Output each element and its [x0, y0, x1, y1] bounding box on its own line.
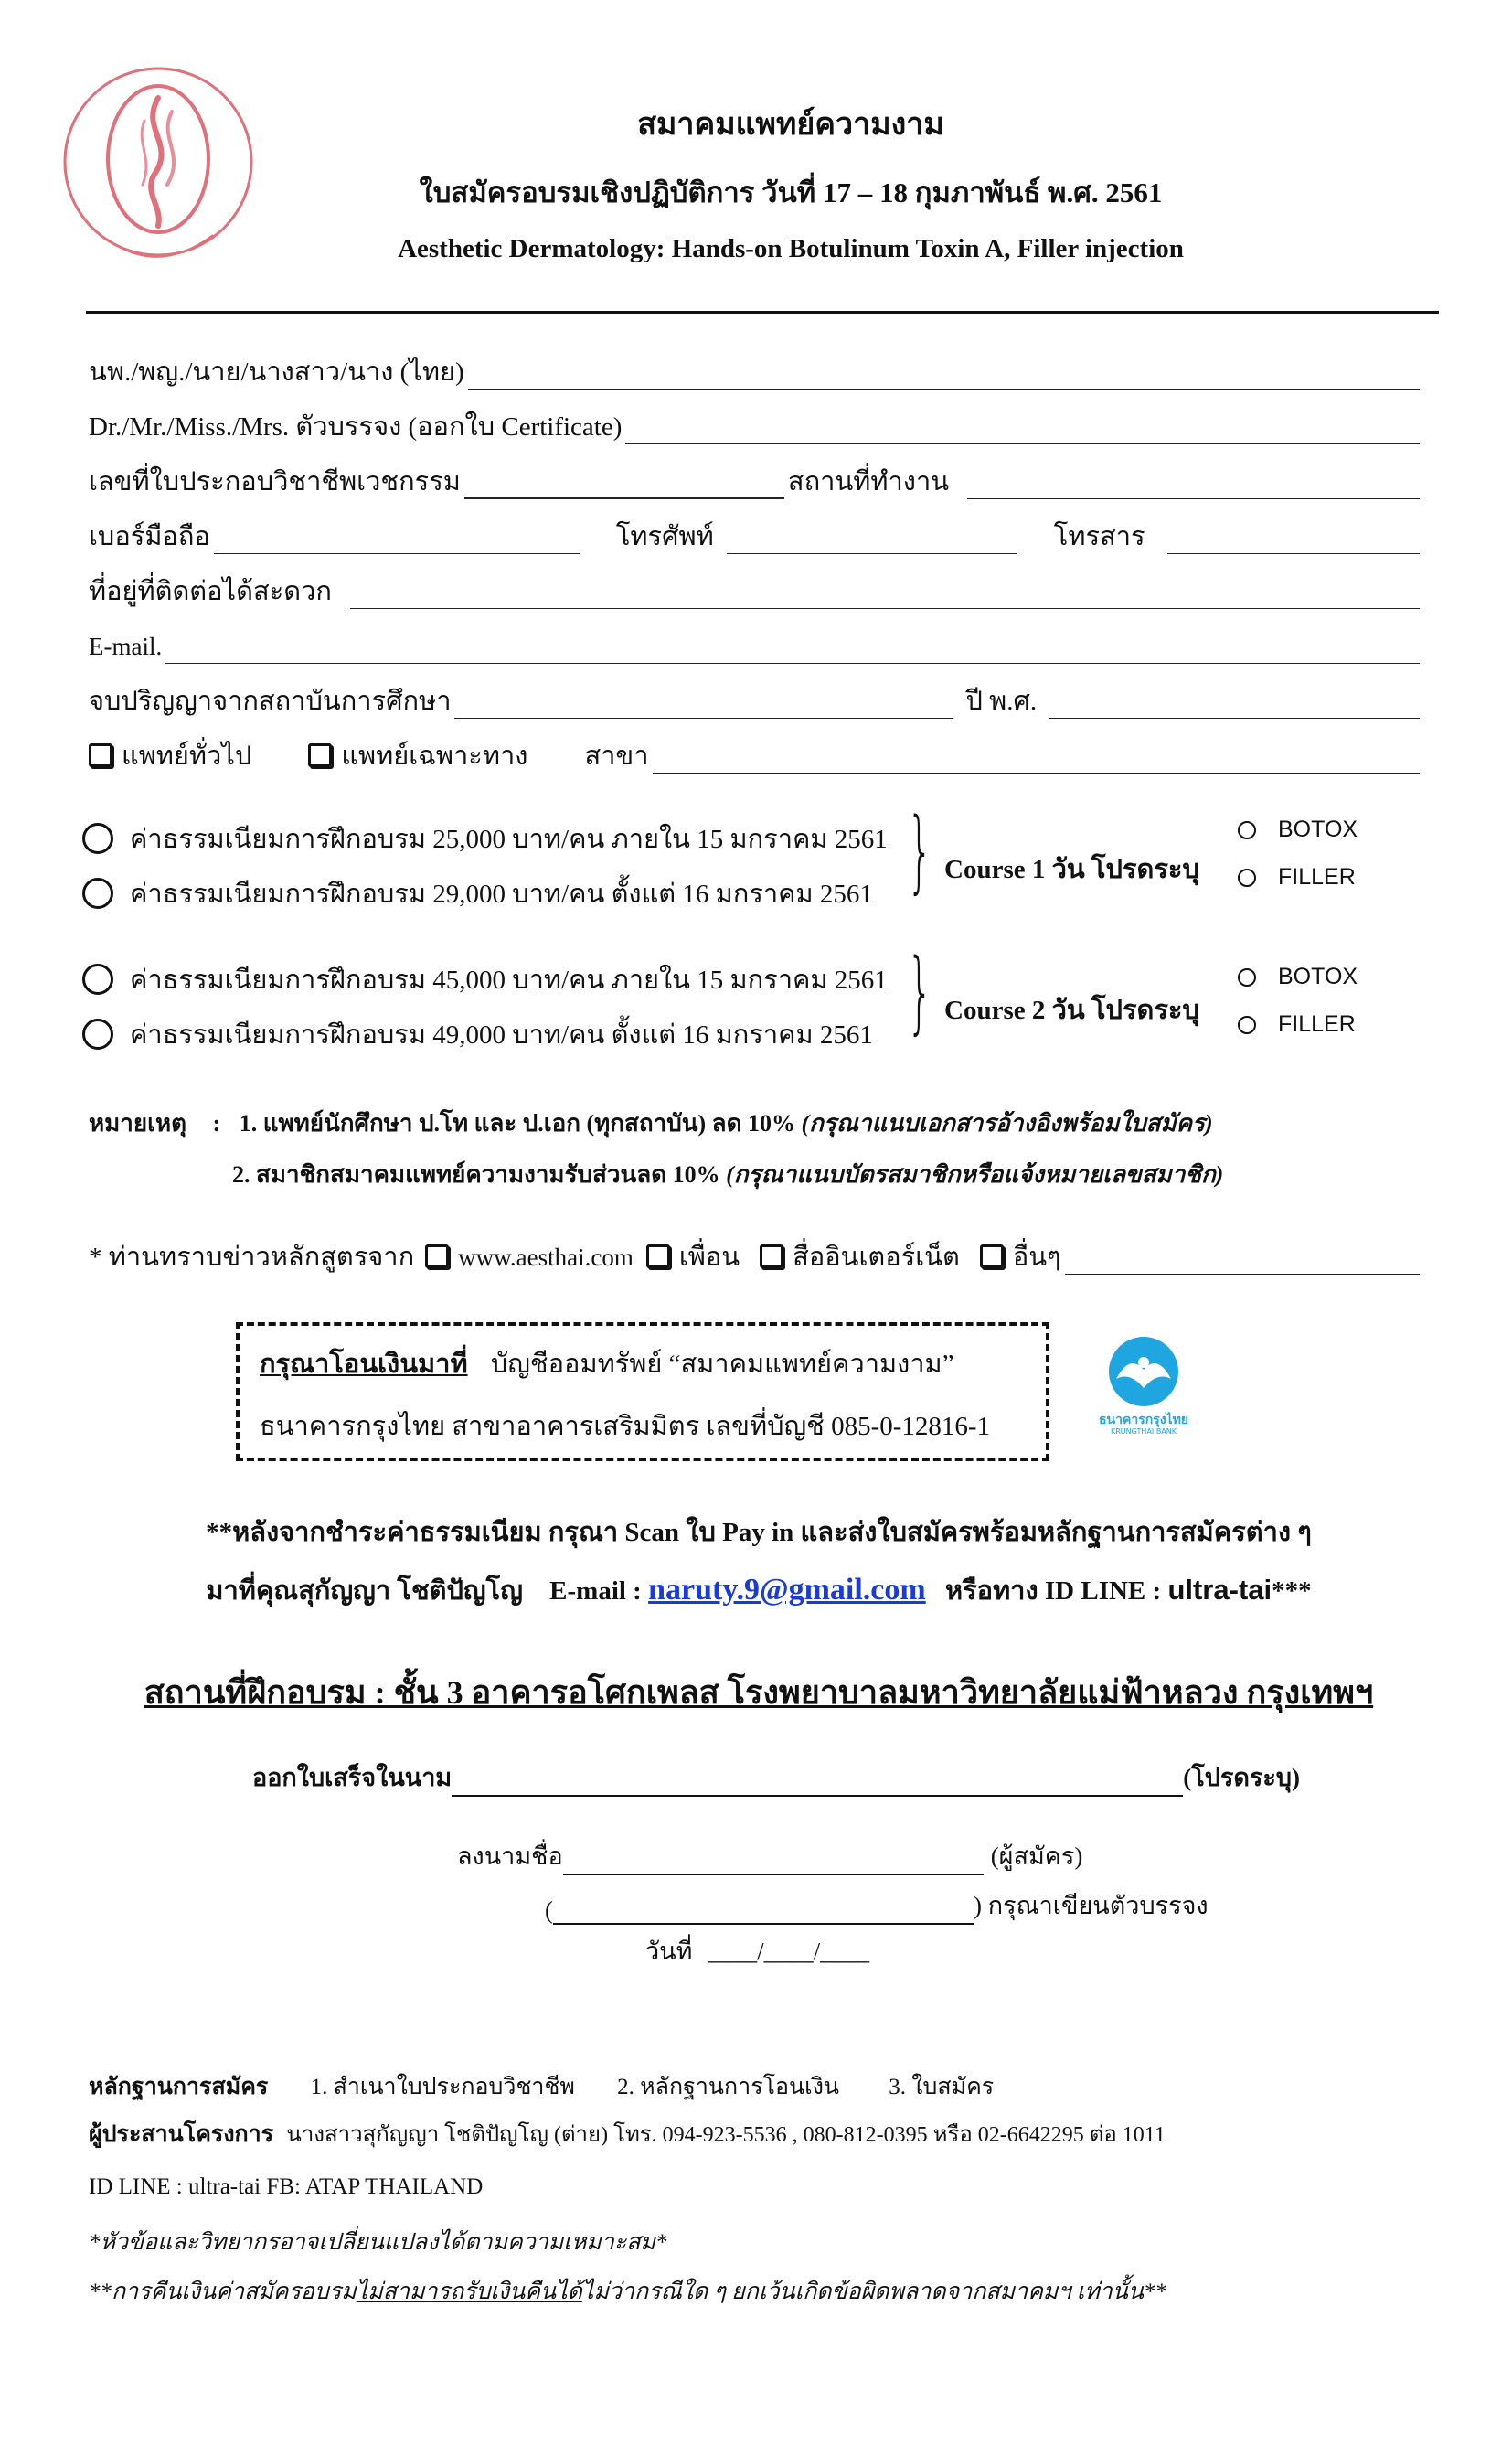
print-name-row [545, 1885, 1209, 1925]
source-friend-option[interactable] [646, 1240, 740, 1275]
graduated-label: จบปริญญาจากสถาบันการศึกษา [89, 687, 452, 716]
date-row [645, 1931, 869, 1970]
course1-botox-label: BOTOX [1278, 817, 1358, 842]
source-internet-checkbox[interactable] [760, 1244, 783, 1268]
bank-account-name: บัญชีออมทรัพย์ “สมาคมแพทย์ความงาม” [490, 1350, 954, 1379]
note-2: 2. สมาชิกสมาคมแพทย์ความงามรับส่วนลด 10% [232, 1161, 720, 1188]
print-name-open: ( [545, 1896, 553, 1924]
print-name-field[interactable] [553, 1897, 974, 1925]
course1-brace: } [907, 799, 933, 903]
name-thai-field[interactable] [468, 361, 1420, 390]
row-source [89, 1240, 1423, 1275]
signature-row [457, 1836, 1082, 1875]
footer-docs [89, 2068, 994, 2105]
license-label: เลขที่ใบประกอบวิชาชีพเวชกรรม [89, 467, 461, 497]
doc-2: 2. หลักฐานการโอนเงิน [617, 2075, 839, 2099]
contact-end: *** [1272, 1576, 1312, 1606]
fee-course2-late-radio[interactable] [82, 1019, 113, 1050]
phone-label: โทรศัพท์ [615, 522, 714, 551]
receipt-label: ออกใบเสร็จในนาม [252, 1764, 453, 1791]
name-thai-label: นพ./พญ./นาย/นางสาว/นาง (ไทย) [89, 358, 464, 387]
doc-1: 1. สำเนาใบประกอบวิชาชีพ [310, 2075, 575, 2099]
contact-line-1: **หลังจากชำระค่าธรรมเนียม กรุณา Scan ใบ Pay in และส่งใบสมัครพร้อมหลักฐานการสมัครต่าง ๆ [206, 1518, 1312, 1547]
address-field[interactable] [350, 581, 1420, 609]
course2-filler-radio[interactable] [1238, 1016, 1256, 1034]
fee-course1-late-radio[interactable] [82, 878, 113, 909]
graduated-field[interactable] [454, 690, 953, 719]
note-1: 1. แพทย์นักศึกษา ป.โท และ ป.เอก (ทุกสถาบัน) ลด 10% [239, 1110, 795, 1137]
association-logo-flame-icon [53, 57, 263, 267]
venue: สถานที่ฝึกอบรม : ชั้น 3 อาคารอโศกเพลส โรงพยาบาลมหาวิทยาลัยแม่ฟ้าหลวง กรุงเทพฯ [144, 1674, 1374, 1711]
contact-person: มาที่คุณสุกัญญา โชติปัญโญ [206, 1576, 523, 1606]
signature-role: (ผู้สมัคร) [990, 1842, 1083, 1870]
source-other-label: อื่นๆ [1012, 1243, 1061, 1272]
date-field[interactable]: ____/____/____ [708, 1938, 870, 1965]
course1-label: Course 1 วัน โปรดระบุ [944, 855, 1199, 884]
specialist-doctor-label: แพทย์เฉพาะทาง [341, 742, 528, 771]
fee-course2-late[interactable] [82, 1013, 873, 1055]
course1-botox-option[interactable] [1238, 817, 1358, 843]
fee-course1-late[interactable] [82, 872, 873, 914]
notes-label: หมายเหตุ [89, 1110, 187, 1137]
source-other-option[interactable] [980, 1240, 1061, 1275]
disclaimer-2-end: ไม่ว่ากรณีใด ๆ ยกเว้นเกิดข้อผิดพลาดจากสมาคมฯ เท่านั้น** [581, 2280, 1166, 2304]
fax-label: โทรสาร [1053, 522, 1145, 551]
receipt-row [252, 1757, 1300, 1797]
year-label: ปี พ.ศ. [965, 687, 1038, 716]
year-field[interactable] [1049, 690, 1420, 719]
row-education [89, 684, 1423, 719]
general-doctor-checkbox[interactable] [89, 743, 112, 767]
workplace-field[interactable] [967, 471, 1420, 499]
note-1-italic: (กรุณาแนบเอกสารอ้างอิงพร้อมใบสมัคร) [801, 1110, 1213, 1137]
source-web-checkbox[interactable] [425, 1244, 449, 1268]
fee-course2-early-label: ค่าธรรมเนียมการฝึกอบรม 45,000 บาท/คน ภายใน 15 มกราคม 2561 [130, 966, 888, 995]
receipt-note: (โปรดระบุ) [1183, 1764, 1301, 1791]
email-field[interactable] [165, 635, 1420, 664]
notes-line-2 [232, 1156, 1223, 1193]
course-name: Aesthetic Dermatology: Hands-on Botulinum Toxin A, Filler injection [398, 234, 1184, 263]
source-other-field[interactable] [1065, 1246, 1420, 1275]
course1-filler-label: FILLER [1278, 864, 1356, 890]
specialist-doctor-checkbox[interactable] [308, 743, 332, 767]
field-label: สาขา [584, 742, 649, 771]
footer-disclaimer-2 [89, 2273, 1166, 2310]
course1-filler-option[interactable] [1238, 864, 1356, 891]
field-field[interactable] [653, 745, 1420, 774]
course2-brace: } [907, 940, 933, 1044]
bank-line-2: ธนาคารกรุงไทย สาขาอาคารเสริมมิตร เลขที่บัญชี 085-0-12816-1 [260, 1412, 991, 1441]
krungthai-logo-text: ธนาคารกรุงไทย [1098, 1413, 1189, 1427]
general-doctor-option[interactable] [89, 739, 251, 774]
doc-3: 3. ใบสมัคร [889, 2075, 995, 2099]
footer-coordinator [89, 2116, 1166, 2152]
course1-filler-radio[interactable] [1238, 869, 1256, 887]
print-name-note: ) กรุณาเขียนตัวบรรจง [974, 1892, 1209, 1919]
fee-course1-early[interactable] [82, 817, 888, 860]
course2-botox-radio[interactable] [1238, 968, 1256, 987]
row-address [89, 574, 1423, 609]
source-friend-checkbox[interactable] [646, 1244, 670, 1268]
mobile-field[interactable] [214, 526, 580, 554]
contact-email-link[interactable]: naruty.9@gmail.com [648, 1573, 926, 1607]
krungthai-logo [1093, 1335, 1194, 1445]
fee-course1-late-label: ค่าธรรมเนียมการฝึกอบรม 29,000 บาท/คน ตั้งแต่ 16 มกราคม 2561 [130, 880, 873, 909]
contact-line-label: หรือทาง ID LINE : [944, 1576, 1162, 1606]
course2-filler-label: FILLER [1278, 1011, 1356, 1037]
coordinator-info: นางสาวสุกัญญา โชติปัญโญ (ต่าย) โทร. 094-923-5536 , 080-812-0395 หรือ 02-6642295 ต่อ 1011 [286, 2123, 1166, 2147]
bank-line-1 [260, 1342, 954, 1384]
course2-label: Course 2 วัน โปรดระบุ [944, 996, 1199, 1025]
page-title: สมาคมแพทย์ความงาม [637, 108, 944, 142]
phone-field[interactable] [727, 526, 1017, 554]
footer-idline: ID LINE : ultra-tai FB: ATAP THAILAND [89, 2174, 484, 2199]
contact-email-label: E-mail : [549, 1576, 642, 1606]
disclaimer-2-underlined: ไม่สามารถรับเงินคืนได้ [356, 2280, 582, 2304]
signature-label: ลงนามชื่อ [457, 1842, 563, 1870]
row-email [89, 629, 1423, 664]
fee-course2-early[interactable] [82, 958, 888, 1000]
source-label: * ท่านทราบข่าวหลักสูตรจาก [89, 1243, 415, 1272]
course2-botox-label: BOTOX [1278, 964, 1358, 989]
contact-line-id: ultra-tai [1167, 1574, 1272, 1606]
course1-botox-radio[interactable] [1238, 821, 1256, 839]
fee-course2-early-radio[interactable] [82, 964, 113, 995]
notes-line-1 [89, 1105, 1213, 1142]
page-subtitle: ใบสมัครอบรมเชิงปฏิบัติการ วันที่ 17 – 18 กุมภาพันธ์ พ.ศ. 2561 [419, 176, 1163, 208]
fee-course2-late-label: ค่าธรรมเนียมการฝึกอบรม 49,000 บาท/คน ตั้งแต่ 16 มกราคม 2561 [130, 1020, 873, 1050]
bank-transfer-label: กรุณาโอนเงินมาที่ [260, 1350, 468, 1379]
krungthai-bank-bird-icon [1098, 1335, 1189, 1408]
notes-colon: : [212, 1110, 221, 1137]
course2-botox-option[interactable] [1238, 964, 1358, 990]
receipt-name-field[interactable] [452, 1769, 1183, 1797]
row-name-thai [89, 355, 1423, 390]
email-label: E-mail. [89, 633, 163, 660]
source-internet-option[interactable] [760, 1240, 960, 1275]
source-web-option[interactable] [425, 1240, 634, 1275]
row-name-en [89, 410, 1423, 444]
fee-course1-early-label: ค่าธรรมเนียมการฝึกอบรม 25,000 บาท/คน ภายใน 15 มกราคม 2561 [130, 825, 888, 854]
name-en-label: Dr./Mr./Miss./Mrs. ตัวบรรจง (ออกใบ Certificate) [89, 412, 623, 442]
course2-filler-option[interactable] [1238, 1011, 1356, 1038]
note-2-italic: (กรุณาแนบบัตรสมาชิกหรือแจ้งหมายเลขสมาชิก) [726, 1161, 1224, 1188]
footer-disclaimer-1: *หัวข้อและวิทยากรอาจเปลี่ยนแปลงได้ตามความเหมาะสม* [89, 2230, 667, 2255]
row-license [89, 465, 1423, 499]
association-logo [53, 57, 263, 267]
signature-field[interactable] [563, 1848, 984, 1875]
fee-course1-early-radio[interactable] [82, 823, 113, 854]
source-web-label: www.aesthai.com [458, 1244, 634, 1271]
general-doctor-label: แพทย์ทั่วไป [122, 742, 252, 771]
mobile-label: เบอร์มือถือ [89, 522, 210, 551]
krungthai-logo-text-en: KRUNGTHAI BANK [1110, 1427, 1177, 1436]
header-divider [86, 311, 1439, 314]
coordinator-label: ผู้ประสานโครงการ [89, 2122, 274, 2147]
source-other-checkbox[interactable] [980, 1244, 1004, 1268]
address-label: ที่อยู่ที่ติดต่อได้สะดวก [89, 577, 332, 606]
license-field[interactable] [464, 469, 784, 499]
workplace-label: สถานที่ทำงาน [787, 467, 950, 497]
row-phones [89, 519, 1423, 554]
row-doctor-type [89, 739, 1423, 774]
specialist-doctor-option[interactable] [308, 739, 527, 774]
docs-label: หลักฐานการสมัคร [89, 2075, 269, 2099]
source-friend-label: เพื่อน [678, 1243, 740, 1272]
fax-field[interactable] [1167, 526, 1420, 554]
name-en-field[interactable] [625, 416, 1420, 444]
contact-line-2 [91, 1569, 1426, 1611]
date-label: วันที่ [645, 1938, 693, 1965]
disclaimer-2-start: **การคืนเงินค่าสมัครอบรม [89, 2280, 357, 2304]
source-internet-label: สื่ออินเตอร์เน็ต [793, 1243, 960, 1272]
